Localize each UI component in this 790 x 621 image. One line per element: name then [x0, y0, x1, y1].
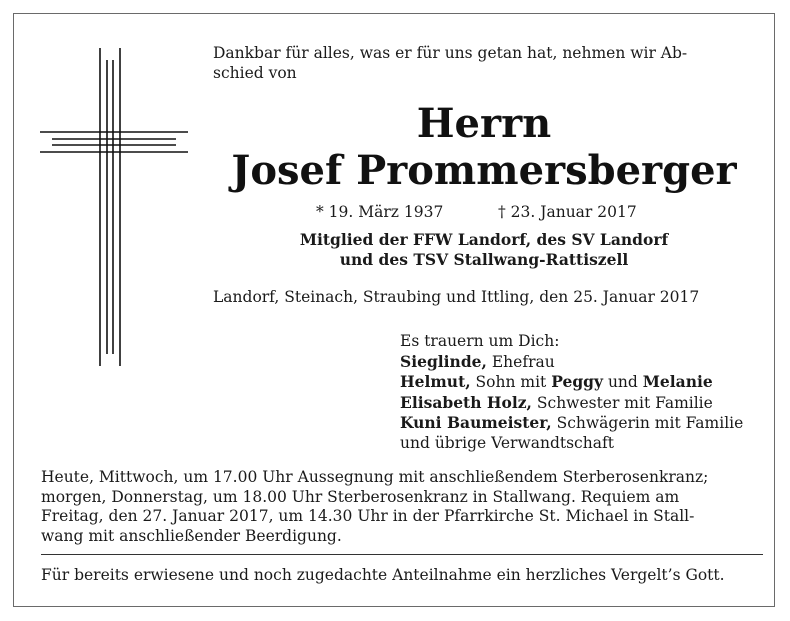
- mourner-name: Sieglinde,: [400, 351, 487, 371]
- details-line: morgen, Donnerstag, um 18.00 Uhr Sterberosenkranz in Stallwang. Requiem am: [41, 487, 680, 506]
- place-and-date: Landorf, Steinach, Straubing und Ittling, den 25. Januar 2017: [213, 288, 700, 306]
- funeral-details: [41, 468, 761, 546]
- mourner-relation: Schwester mit Familie: [531, 393, 713, 412]
- mourner-name: Kuni Baumeister,: [400, 413, 552, 432]
- intro-text: [213, 43, 755, 83]
- membership-line: Mitglied der FFW Landorf, des SV Landorf: [299, 230, 669, 249]
- mourner-relation: Ehefrau: [486, 352, 555, 371]
- details-line: Freitag, den 27. Januar 2017, um 14.30 Uhr in der Pfarrkirche St. Michael in Stall-: [41, 507, 695, 525]
- mourner-name: Elisabeth Holz,: [400, 392, 532, 412]
- mourner-relation: Sohn mit: [470, 373, 552, 391]
- mourners-heading: Es trauern um Dich:: [400, 332, 560, 350]
- title-salutation: Herrn: [416, 100, 552, 147]
- mourner-line: [400, 372, 760, 393]
- mourner-name: Peggy: [551, 372, 604, 391]
- mourner-line: [400, 413, 760, 434]
- mourner-line: und übrige Verwandtschaft: [400, 433, 614, 452]
- death-date: † 23. Januar 2017: [498, 203, 637, 221]
- obituary-notice: [13, 13, 775, 607]
- birth-date: * 19. März 1937: [316, 203, 444, 221]
- thanks-text: Für bereits erwiesene und noch zugedachte Anteilnahme ein herzliches Vergelt’s Gott.: [41, 566, 725, 584]
- mourner-relation: und: [603, 373, 643, 391]
- mourner-name: Melanie: [642, 372, 713, 391]
- details-line: Heute, Mittwoch, um 17.00 Uhr Aussegnung mit anschließendem Sterberosenkranz;: [41, 468, 709, 486]
- mourner-line: [400, 352, 760, 373]
- mourner-relation: Schwägerin mit Familie: [551, 414, 744, 432]
- details-line: wang mit anschließender Beerdigung.: [41, 526, 342, 545]
- membership-text: [213, 230, 755, 270]
- cross-icon: [40, 48, 190, 366]
- mourner-line: [400, 393, 760, 414]
- intro-line: Dankbar für alles, was er für uns getan hat, nehmen wir Ab-: [213, 44, 688, 62]
- intro-line: schied von: [213, 64, 297, 82]
- membership-line: und des TSV Stallwang-Rattiszell: [339, 250, 629, 269]
- mourner-name: Helmut,: [400, 372, 471, 391]
- divider: [41, 554, 763, 555]
- deceased-name: Josef Prommersberger: [231, 147, 737, 194]
- mourners-list: [400, 332, 760, 453]
